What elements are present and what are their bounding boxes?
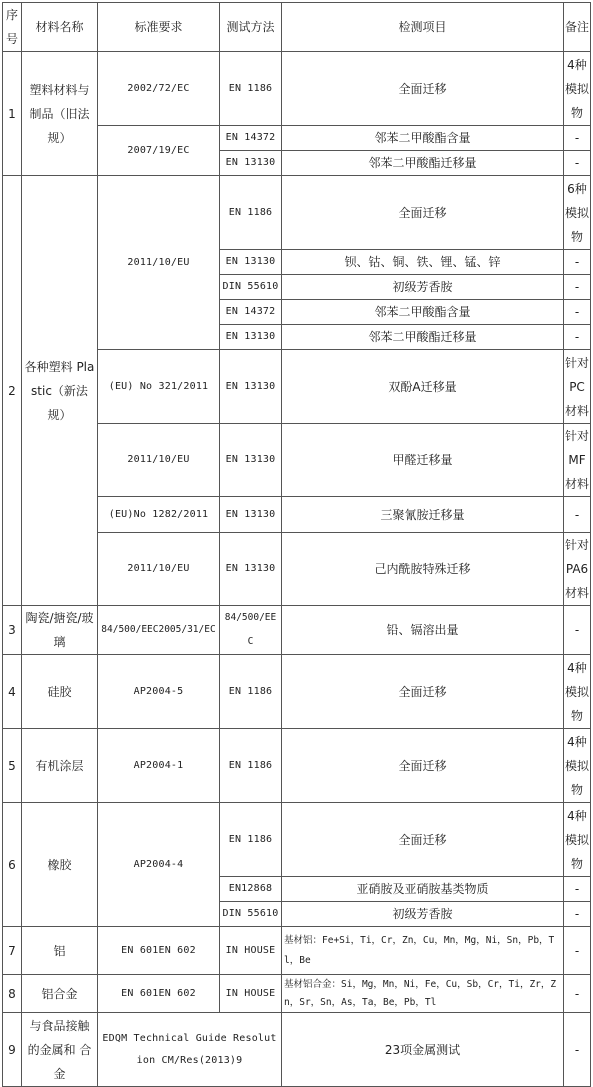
header-material: 材料名称 bbox=[22, 3, 98, 52]
item-cell: 邻苯二甲酸酯含量 bbox=[282, 300, 564, 325]
method-cell: EN 1186 bbox=[220, 655, 282, 729]
seq-cell: 6 bbox=[3, 803, 22, 927]
standard-cell: (EU) No 321/2011 bbox=[98, 350, 220, 424]
header-note: 备注 bbox=[564, 3, 591, 52]
item-cell: 基材铝合金：Si，Mg，Mn，Ni，Fe，Cu，Sb，Cr，Ti，Zr，Zn，Sr，Sn，As，Ta，Be，Pb，Tl bbox=[282, 975, 564, 1013]
method-cell: EN 13130 bbox=[220, 497, 282, 533]
standard-cell: AP2004-1 bbox=[98, 729, 220, 803]
method-cell: EN 13130 bbox=[220, 151, 282, 176]
method-cell: 84/500/EEC bbox=[220, 606, 282, 655]
method-cell: EN 1186 bbox=[220, 52, 282, 126]
table-row bbox=[3, 729, 591, 803]
item-cell: 初级芳香胺 bbox=[282, 902, 564, 927]
item-cell: 亚硝胺及亚硝胺基类物质 bbox=[282, 877, 564, 902]
material-cell: 塑料材料与制品（旧法规） bbox=[22, 52, 98, 176]
method-cell: EN 13130 bbox=[220, 533, 282, 606]
standard-cell: 2007/19/EC bbox=[98, 126, 220, 176]
item-cell: 全面迁移 bbox=[282, 655, 564, 729]
method-cell: IN HOUSE bbox=[220, 975, 282, 1013]
note-cell: - bbox=[564, 151, 591, 176]
standard-cell: 2011/10/EU bbox=[98, 424, 220, 497]
note-cell: - bbox=[564, 300, 591, 325]
note-cell: - bbox=[564, 927, 591, 975]
header-standard: 标准要求 bbox=[98, 3, 220, 52]
table-row bbox=[3, 975, 591, 1013]
note-cell: 4种模拟物 bbox=[564, 655, 591, 729]
header-item: 检测项目 bbox=[282, 3, 564, 52]
material-cell: 有机涂层 bbox=[22, 729, 98, 803]
item-cell: 全面迁移 bbox=[282, 729, 564, 803]
seq-cell: 9 bbox=[3, 1013, 22, 1087]
note-cell: - bbox=[564, 126, 591, 151]
method-cell: IN HOUSE bbox=[220, 927, 282, 975]
standard-cell: AP2004-4 bbox=[98, 803, 220, 927]
note-cell: - bbox=[564, 902, 591, 927]
note-cell: 4种模拟物 bbox=[564, 729, 591, 803]
note-cell: - bbox=[564, 606, 591, 655]
method-cell: EN 1186 bbox=[220, 729, 282, 803]
table-row bbox=[3, 606, 591, 655]
seq-cell: 1 bbox=[3, 52, 22, 176]
note-cell: 针对PA6材料 bbox=[564, 533, 591, 606]
note-cell: 针对MF材料 bbox=[564, 424, 591, 497]
item-cell: 初级芳香胺 bbox=[282, 275, 564, 300]
header-method: 测试方法 bbox=[220, 3, 282, 52]
note-cell: 4种模拟物 bbox=[564, 52, 591, 126]
method-cell: EN 13130 bbox=[220, 250, 282, 275]
item-cell: 铅、镉溶出量 bbox=[282, 606, 564, 655]
note-cell: 针对PC材料 bbox=[564, 350, 591, 424]
material-cell: 铝合金 bbox=[22, 975, 98, 1013]
note-cell: - bbox=[564, 250, 591, 275]
method-cell: EN12868 bbox=[220, 877, 282, 902]
item-cell: 23项金属测试 bbox=[282, 1013, 564, 1087]
material-cell: 陶瓷/搪瓷/玻璃 bbox=[22, 606, 98, 655]
item-cell: 邻苯二甲酸酯迁移量 bbox=[282, 325, 564, 350]
standard-cell: EDQM Technical Guide Resolution CM/Res(2013)9 bbox=[98, 1013, 282, 1087]
standard-cell: (EU)No 1282/2011 bbox=[98, 497, 220, 533]
method-cell: DIN 55610 bbox=[220, 275, 282, 300]
seq-cell: 8 bbox=[3, 975, 22, 1013]
table-header-row bbox=[3, 3, 591, 52]
item-cell: 三聚氰胺迁移量 bbox=[282, 497, 564, 533]
seq-cell: 7 bbox=[3, 927, 22, 975]
note-cell: - bbox=[564, 325, 591, 350]
standard-cell: AP2004-5 bbox=[98, 655, 220, 729]
food-contact-test-table bbox=[2, 2, 591, 1087]
material-cell: 铝 bbox=[22, 927, 98, 975]
item-cell: 基材铝：Fe+Si，Ti，Cr，Zn，Cu，Mn，Mg，Ni，Sn，Pb，Tl，Be bbox=[282, 927, 564, 975]
table-row bbox=[3, 52, 591, 126]
material-cell: 硅胶 bbox=[22, 655, 98, 729]
seq-cell: 3 bbox=[3, 606, 22, 655]
material-cell: 橡胶 bbox=[22, 803, 98, 927]
standard-cell: EN 601EN 602 bbox=[98, 927, 220, 975]
method-cell: EN 13130 bbox=[220, 424, 282, 497]
seq-cell: 4 bbox=[3, 655, 22, 729]
standard-cell: 84/500/EEC2005/31/EC bbox=[98, 606, 220, 655]
method-cell: EN 1186 bbox=[220, 176, 282, 250]
method-cell: EN 14372 bbox=[220, 300, 282, 325]
table-row bbox=[3, 1013, 591, 1087]
item-cell: 钡、钴、铜、铁、锂、锰、锌 bbox=[282, 250, 564, 275]
item-cell: 甲醛迁移量 bbox=[282, 424, 564, 497]
note-cell: - bbox=[564, 497, 591, 533]
item-cell: 己内酰胺特殊迁移 bbox=[282, 533, 564, 606]
note-cell: 6种模拟物 bbox=[564, 176, 591, 250]
header-seq: 序号 bbox=[3, 3, 22, 52]
item-cell: 双酚A迁移量 bbox=[282, 350, 564, 424]
table-row bbox=[3, 176, 591, 250]
item-cell: 邻苯二甲酸酯含量 bbox=[282, 126, 564, 151]
item-cell: 全面迁移 bbox=[282, 176, 564, 250]
note-cell: - bbox=[564, 1013, 591, 1087]
material-cell: 各种塑料 Plastic（新法规） bbox=[22, 176, 98, 606]
note-cell: - bbox=[564, 975, 591, 1013]
table-row bbox=[3, 803, 591, 877]
table-row bbox=[3, 927, 591, 975]
item-cell: 邻苯二甲酸酯迁移量 bbox=[282, 151, 564, 176]
note-cell: - bbox=[564, 877, 591, 902]
seq-cell: 2 bbox=[3, 176, 22, 606]
method-cell: EN 13130 bbox=[220, 325, 282, 350]
standard-cell: 2011/10/EU bbox=[98, 176, 220, 350]
standard-cell: EN 601EN 602 bbox=[98, 975, 220, 1013]
method-cell: EN 13130 bbox=[220, 350, 282, 424]
method-cell: EN 14372 bbox=[220, 126, 282, 151]
method-cell: EN 1186 bbox=[220, 803, 282, 877]
seq-cell: 5 bbox=[3, 729, 22, 803]
note-cell: - bbox=[564, 275, 591, 300]
note-cell: 4种模拟物 bbox=[564, 803, 591, 877]
item-cell: 全面迁移 bbox=[282, 52, 564, 126]
material-cell: 与食品接触的金属和 合金 bbox=[22, 1013, 98, 1087]
standard-cell: 2002/72/EC bbox=[98, 52, 220, 126]
method-cell: DIN 55610 bbox=[220, 902, 282, 927]
item-cell: 全面迁移 bbox=[282, 803, 564, 877]
standard-cell: 2011/10/EU bbox=[98, 533, 220, 606]
table-row bbox=[3, 655, 591, 729]
